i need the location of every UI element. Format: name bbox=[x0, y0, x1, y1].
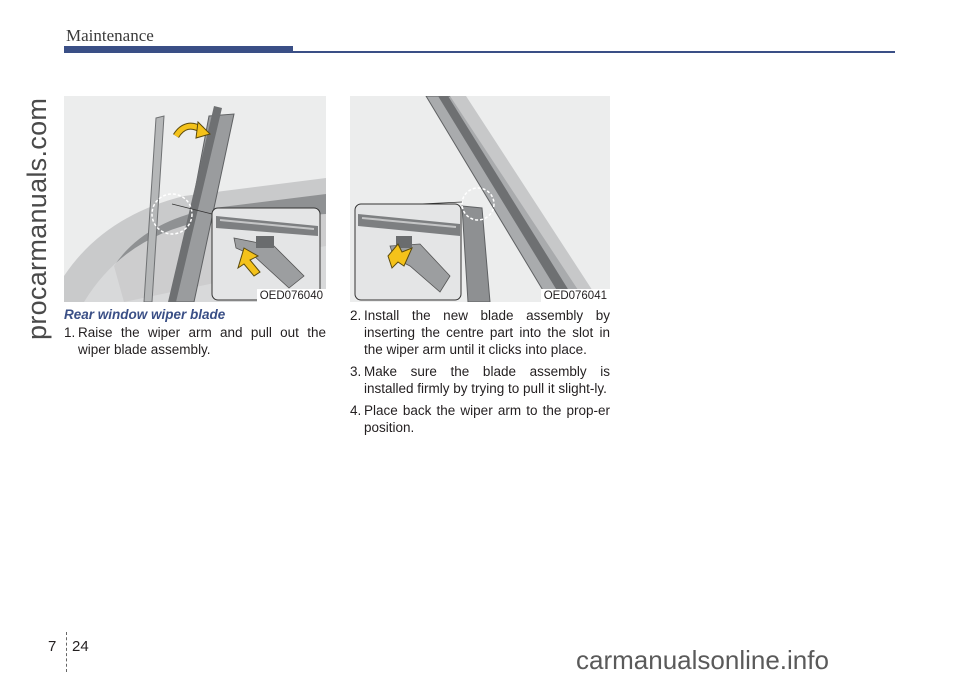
step-text: Raise the wiper arm and pull out the wiper blade assembly. bbox=[78, 325, 326, 357]
page-header-title: Maintenance bbox=[66, 26, 154, 45]
figure-rear-wiper-raise bbox=[64, 96, 326, 302]
step-number: 1. bbox=[64, 325, 76, 340]
step-item bbox=[350, 307, 610, 358]
step-number: 2. bbox=[350, 308, 362, 323]
step-text: Place back the wiper arm to the prop-er position. bbox=[364, 403, 610, 435]
figure-rear-wiper-install bbox=[350, 96, 610, 302]
header-rule-thick bbox=[64, 46, 293, 53]
step-number: 3. bbox=[350, 364, 362, 379]
steps-right-column bbox=[350, 307, 610, 441]
step-text: Make sure the blade assembly is installed firmly by trying to pull it slight-ly. bbox=[364, 364, 610, 396]
steps-left-column bbox=[64, 324, 326, 363]
step-number: 4. bbox=[350, 403, 362, 418]
footer-separator bbox=[66, 632, 67, 672]
page-number: 24 bbox=[72, 638, 89, 655]
section-title: Rear window wiper blade bbox=[64, 307, 226, 322]
arrow-icon bbox=[176, 122, 210, 138]
wiper-raise-illustration bbox=[64, 96, 326, 302]
side-watermark: procarmanuals.com bbox=[22, 97, 52, 340]
step-item bbox=[350, 402, 610, 436]
chapter-number: 7 bbox=[48, 638, 57, 655]
header-rule-thin bbox=[293, 51, 895, 53]
figure-code: OED076040 bbox=[257, 289, 326, 302]
figure-code: OED076041 bbox=[541, 289, 610, 302]
step-item bbox=[64, 324, 326, 358]
bottom-watermark: carmanualsonline.info bbox=[576, 645, 829, 675]
step-item bbox=[350, 363, 610, 397]
wiper-install-illustration bbox=[350, 96, 610, 302]
step-text: Install the new blade assembly by inserting the centre part into the slot in the wiper arm until it clicks into place. bbox=[364, 308, 610, 357]
